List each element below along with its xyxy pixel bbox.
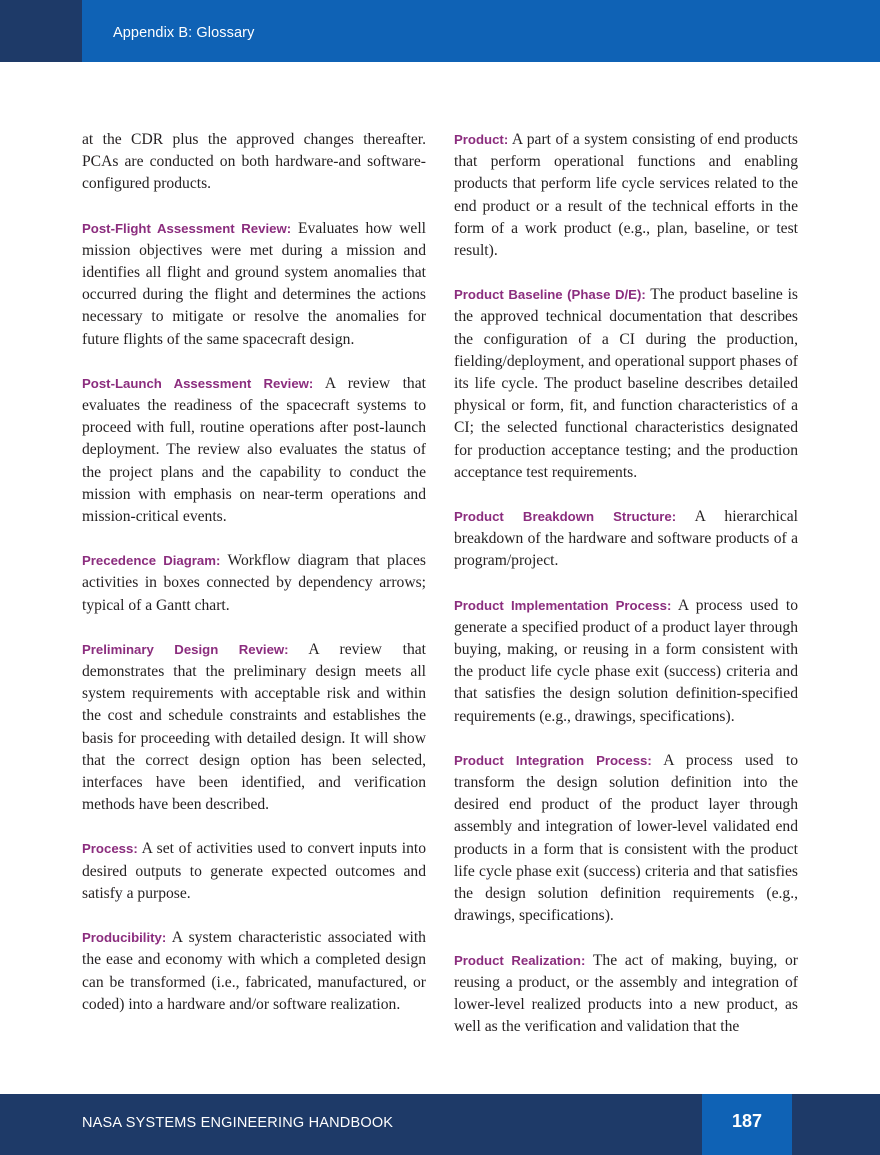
glossary-entry <box>454 129 798 262</box>
glossary-entry <box>82 550 426 617</box>
footer-edge-block <box>794 1094 880 1155</box>
glossary-term: Product Integration Process: <box>454 752 652 768</box>
left-column <box>82 129 426 1038</box>
glossary-definition: A process used to generate a specified product of a product layer through buying, making, or reusing in a form consistent with the product life cycle phase exit (success) criteria and that satisfies the design solution definition-specified requirements (e.g., drawings, specifications). <box>454 596 799 725</box>
page-number: 187 <box>731 1111 763 1131</box>
glossary-entry <box>454 595 798 728</box>
glossary-definition: A process used to transform the design solution definition into the desired end product of the product layer through assembly and integration of lower-level validated end products in a form that is consistent with the product life cycle phase exit (success) criteria and that satisfies the design solution definition requirements (e.g., drawings, specifications). <box>454 751 798 925</box>
glossary-definition: Evaluates how well mission objectives were met during a mission and identifies all flight and ground system anomalies that occurred during the flight and determines the actions necessary to mitigate or resolve the anomalies for future flights of the same spacecraft design. <box>82 219 427 348</box>
glossary-definition: Workflow diagram that places activities in boxes connected by dependency arrows; typical of a Gantt chart. <box>82 552 426 614</box>
glossary-definition: A hierarchical breakdown of the hardware and software products of a program/project. <box>454 508 798 570</box>
footer-book-title: NASA SYSTEMS ENGINEERING HANDBOOK <box>82 1115 394 1131</box>
glossary-term: Post-Launch Assessment Review: <box>82 375 314 391</box>
page-number-box <box>702 1094 792 1155</box>
glossary-entry <box>82 639 426 817</box>
glossary-definition: The act of making, buying, or reusing a product, or the assembly and integration of lower-level realized products into a new product, as well as the verification and validation that the <box>454 951 799 1036</box>
glossary-term: Preliminary Design Review: <box>82 641 289 657</box>
glossary-entry <box>82 218 426 351</box>
glossary-definition: A set of activities used to convert inputs into desired outputs to generate expected outcomes and satisfy a purpose. <box>82 840 426 902</box>
glossary-entry <box>82 373 426 528</box>
glossary-term: Product Baseline (Phase D/E): <box>454 287 646 303</box>
glossary-term: Product Implementation Process: <box>454 597 672 613</box>
right-column <box>454 129 798 1060</box>
glossary-term: Post-Flight Assessment Review: <box>82 220 292 236</box>
page-footer <box>0 1094 880 1155</box>
glossary-entry <box>454 750 798 928</box>
glossary-entry <box>454 506 798 573</box>
glossary-term: Product Realization: <box>454 952 586 968</box>
glossary-term: Product Breakdown Structure: <box>454 509 677 525</box>
glossary-entry <box>82 927 426 1016</box>
glossary-entry <box>454 950 798 1039</box>
glossary-definition: A review that demonstrates that the preliminary design meets all system requirements with acceptable risk and within the cost and schedule constraints and establishes the basis for proceeding with detailed design. It will show that the correct design option has been selected, interfaces have been identified, and verification methods have been described. <box>82 640 426 814</box>
glossary-entry <box>454 284 798 484</box>
glossary-term: Product: <box>454 132 509 147</box>
continuation-paragraph: at the CDR plus the approved changes thereafter. PCAs are conducted on both hardware-and software-configured products. <box>82 131 426 193</box>
glossary-definition: The product baseline is the approved technical documentation that describes the configuration of a CI during the production, fielding/deployment, and operational support phases of its life cycle. The product baseline describes detailed physical or form, fit, and function characteristics of a CI; the selected functional characteristics designated for production acceptance testing; and the production acceptance test requirements. <box>454 286 798 481</box>
glossary-definition: A system characteristic associated with the ease and economy with which a completed design can be transformed (i.e., fabricated, manufactured, or coded) into a hardware and/or software realization. <box>82 929 426 1013</box>
glossary-entry <box>82 838 426 905</box>
glossary-definition: A part of a system consisting of end products that perform operational functions and enabling products that perform life cycle services related to the end product or a result of the technical efforts in the form of a work product (e.g., plan, baseline, or test result). <box>454 131 798 260</box>
glossary-term: Producibility: <box>82 930 167 946</box>
running-header-title: Appendix B: Glossary <box>113 25 255 41</box>
page-header <box>0 0 880 62</box>
glossary-term: Precedence Diagram: <box>82 553 221 569</box>
glossary-term: Process: <box>82 841 138 857</box>
header-corner-block <box>0 0 82 62</box>
glossary-definition: A review that evaluates the readiness of the spacecraft systems to proceed with full, routine operations after post-launch deployment. The review also evaluates the status of the project plans and the capability to conduct the mission with emphasis on near-term operations and mission-critical events. <box>82 374 426 526</box>
